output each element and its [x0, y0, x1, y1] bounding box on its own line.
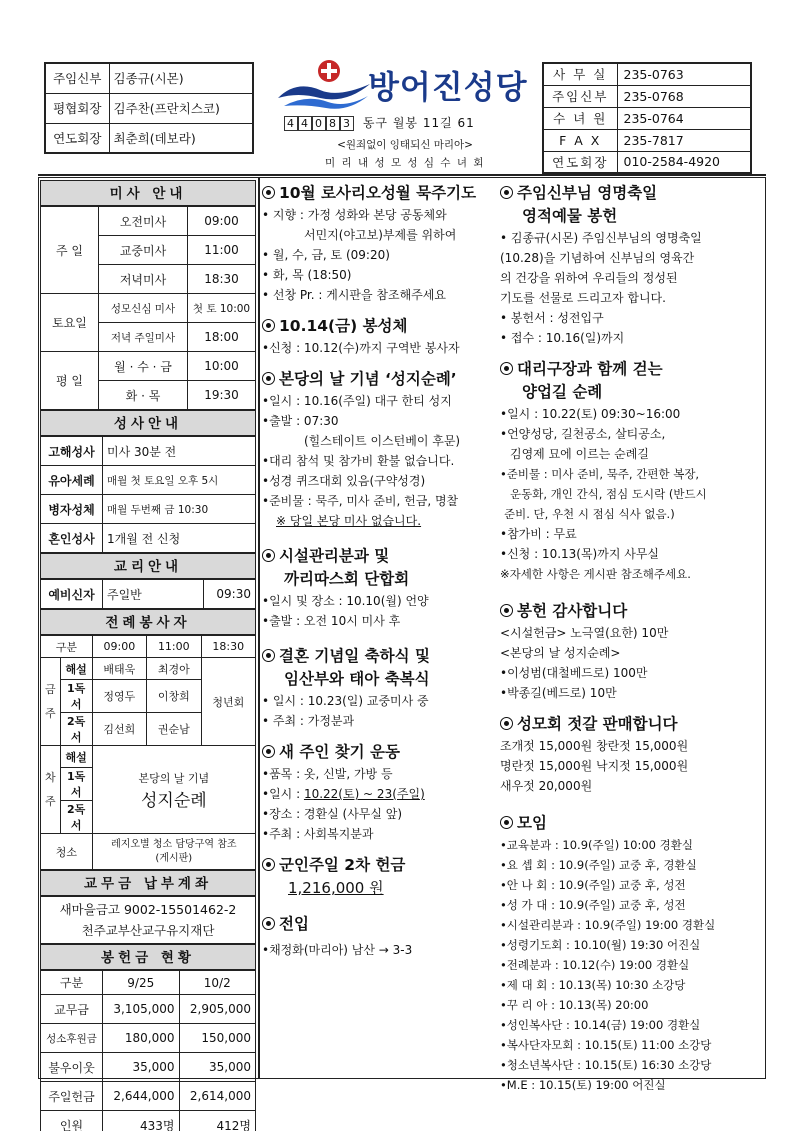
- section-line: •준비물 : 미사 준비, 묵주, 간편한 복장,: [500, 467, 700, 481]
- section-line: 운동화, 개인 간식, 점심 도시락 (반드시: [510, 487, 707, 501]
- sacrament-name: 유아세례: [41, 466, 103, 495]
- section-line: •출발 : 07:30: [262, 414, 339, 428]
- contact-phone: 235-0763: [617, 63, 751, 85]
- mass-name: 교중미사: [99, 236, 188, 265]
- mass-time: 09:00: [188, 207, 256, 236]
- offering-value: 35,000: [179, 1053, 256, 1082]
- offering-item: 불우이웃: [41, 1053, 103, 1082]
- section-line: 준비. 단, 우천 시 점심 식사 없음.): [504, 507, 675, 521]
- section-rosary: [262, 182, 496, 305]
- section-jeotgal-sale: [500, 713, 762, 796]
- section-thanks: [500, 600, 762, 703]
- section-line: <시설헌금> 노극열(요한) 10만: [500, 626, 669, 640]
- zip-digit: 4: [284, 116, 298, 131]
- divider: [38, 174, 766, 176]
- meeting-item: •M.E : 10.15(토) 19:00 어진실: [500, 1078, 666, 1092]
- mass-name: 성모신심 미사: [99, 294, 188, 323]
- officers-table: [44, 62, 254, 154]
- section-line: •참가비 : 무료: [500, 527, 577, 541]
- liturgy-table: [40, 635, 256, 870]
- section-line: • 지향 : 가정 성화와 본당 공동체와: [262, 208, 447, 222]
- week-label: 주: [45, 706, 56, 720]
- meeting-item: •시설관리분과 : 10.9(주일) 19:00 경환실: [500, 918, 716, 932]
- section-feast: [500, 182, 762, 348]
- section-line: 서민지(야고보)부제를 위하여: [304, 228, 457, 242]
- liturgy-col: 11:00: [147, 636, 201, 658]
- offering-col: 10/2: [179, 971, 256, 995]
- meeting-item: •청소년복사단 : 10.15(토) 16:30 소강당: [500, 1058, 712, 1072]
- section-line: •박종길(베드로) 10만: [500, 686, 617, 700]
- meeting-item: •요 셉 회 : 10.9(주일) 교중 후, 경환실: [500, 858, 697, 872]
- mass-name: 월 · 수 · 금: [99, 352, 188, 381]
- left-column: [40, 180, 256, 1131]
- sacrament-time: 1개월 전 신청: [103, 524, 256, 553]
- section-military: [262, 854, 496, 899]
- section-line: <본당의 날 성지순례>: [500, 646, 621, 660]
- section-line: 기도를 선물로 드리고자 합니다.: [500, 291, 666, 305]
- mass-table: [40, 206, 256, 410]
- meeting-item: •성령기도회 : 10.10(월) 19:30 어진실: [500, 938, 701, 952]
- section-title: 새 주인 찾기 운동: [279, 743, 401, 761]
- officer-role: 평협회장: [45, 93, 109, 123]
- meeting-item: •성인복사단 : 10.14(금) 19:00 경환실: [500, 1018, 701, 1032]
- mass-time: 19:30: [188, 381, 256, 410]
- contact-phone: 235-7817: [617, 129, 751, 151]
- offering-value: 2,644,000: [103, 1082, 180, 1111]
- section-anniversary: [262, 645, 496, 731]
- liturgy-person: 김선희: [92, 713, 146, 746]
- section-line: •장소 : 경환실 (사무실 앞): [262, 807, 403, 821]
- street-address: 동구 월봉 11길 61: [362, 116, 475, 130]
- liturgy-col: 구분: [41, 636, 93, 658]
- contact-label: 주임신부: [543, 85, 617, 107]
- mass-name: 오전미사: [99, 207, 188, 236]
- bullet-icon: [500, 816, 513, 829]
- section-line: ※자세한 사항은 게시판 참조해주세요.: [500, 567, 691, 581]
- liturgy-role: 1독서: [60, 768, 92, 801]
- section-communion: [262, 315, 496, 358]
- bullet-icon: [262, 186, 275, 199]
- offering-value: 3,105,000: [103, 995, 180, 1024]
- section-line: • 김종규(시몬) 주임신부님의 영명축일: [500, 231, 702, 245]
- saturday-label: 토요일: [41, 294, 99, 352]
- meeting-item: •성 가 대 : 10.9(주일) 교중 후, 성전: [500, 898, 686, 912]
- meeting-item: •교육분과 : 10.9(주일) 10:00 경환실: [500, 838, 693, 852]
- section-line: •일시 : 10.22(토) 09:30~16:00: [500, 407, 681, 421]
- offering-header: 봉헌금 현황: [40, 944, 256, 970]
- mass-time: 18:00: [188, 323, 256, 352]
- meeting-item: •복사단자모회 : 10.15(토) 11:00 소강당: [500, 1038, 712, 1052]
- officer-name: 최춘희(데보라): [109, 123, 253, 153]
- liturgy-col: 09:00: [92, 636, 146, 658]
- doctrine-time: 09:30: [204, 580, 256, 609]
- bullet-icon: [262, 858, 275, 871]
- section-line: •대리 참석 및 참가비 환불 없습니다.: [262, 454, 455, 468]
- liturgy-header: 전례봉사자: [40, 609, 256, 635]
- account-header: 교무금 납부계좌: [40, 870, 256, 896]
- liturgy-person: 최경아: [147, 658, 201, 680]
- offering-value: 150,000: [179, 1024, 256, 1053]
- cleaning-label: 청소: [41, 834, 93, 870]
- doctrine-class: 주일반: [103, 580, 204, 609]
- meeting-item: •전례분과 : 10.12(수) 19:00 경환실: [500, 958, 690, 972]
- sacrament-name: 혼인성사: [41, 524, 103, 553]
- section-title: 봉헌 감사합니다: [517, 602, 628, 620]
- liturgy-col: 18:30: [201, 636, 255, 658]
- bullet-icon: [500, 186, 513, 199]
- section-line: (힐스테이트 이스턴베이 후문): [304, 434, 461, 448]
- account-number: 새마을금고 9002-15501462-2: [59, 902, 237, 917]
- weekday-label: 평 일: [41, 352, 99, 410]
- section-title: 전입: [279, 915, 309, 933]
- officer-name: 김주찬(프란치스코): [109, 93, 253, 123]
- section-title: 임산부와 태아 축복식: [284, 670, 430, 688]
- meeting-item: •꾸 리 아 : 10.13(목) 20:00: [500, 998, 649, 1012]
- section-line: •주최 : 사회복지분과: [262, 827, 374, 841]
- bullet-icon: [262, 319, 275, 332]
- sacrament-time: 매월 첫 토요일 오후 5시: [103, 466, 256, 495]
- sunday-label: 주 일: [41, 207, 99, 294]
- meeting-item: •제 대 회 : 10.13(목) 10:30 소강당: [500, 978, 686, 992]
- offering-value: 2,905,000: [179, 995, 256, 1024]
- officer-name: 김종규(시몬): [109, 63, 253, 93]
- next-week-event: 성지순례: [140, 790, 207, 811]
- section-line: •일시 :: [262, 787, 304, 801]
- sacrament-time: 미사 30분 전: [103, 437, 256, 466]
- contact-label: 수 녀 원: [543, 107, 617, 129]
- section-line: • 화, 목 (18:50): [262, 268, 352, 282]
- liturgy-person: 이창희: [147, 680, 201, 713]
- liturgy-evening: 청년회: [201, 658, 255, 746]
- offering-value: 433명: [103, 1111, 180, 1131]
- cleaning-text: (게시판): [155, 852, 193, 864]
- offering-value: 412명: [179, 1111, 256, 1131]
- section-title: 영적예물 봉헌: [522, 207, 618, 225]
- section-line: 김영제 묘에 이르는 순례길: [510, 447, 649, 461]
- right-column: [500, 182, 762, 1105]
- section-title: 10월 로사리오성월 묵주기도: [279, 184, 477, 202]
- liturgy-person: 권순남: [147, 713, 201, 746]
- section-line: •채정화(마리아) 남산 → 3-3: [262, 943, 413, 957]
- section-line: • 월, 수, 금, 토 (09:20): [262, 248, 390, 262]
- section-title: 시설관리분과 및: [279, 547, 390, 565]
- mass-header: 미사 안내: [40, 180, 256, 206]
- section-line: (10.28)을 기념하여 신부님의 영육간: [500, 251, 695, 265]
- section-line: •준비물 : 묵주, 미사 준비, 헌금, 명찰: [262, 494, 459, 508]
- week-label: 주: [45, 794, 56, 808]
- doctrine-name: 예비신자: [41, 580, 103, 609]
- offering-value: 2,614,000: [179, 1082, 256, 1111]
- section-line: •성경 퀴즈대회 있음(구약성경): [262, 474, 426, 488]
- section-title: 까리따스회 단합회: [284, 570, 410, 588]
- section-line: 명란젓 15,000원 낙지젓 15,000원: [500, 759, 689, 773]
- section-line: ※ 당일 본당 미사 없습니다.: [276, 514, 422, 528]
- contact-label: 사 무 실: [543, 63, 617, 85]
- section-title: 주임신부님 영명축일: [517, 184, 658, 202]
- motto-patron: <원죄없이 잉태되신 마리아>: [337, 139, 473, 151]
- section-line: • 접수 : 10.16(일)까지: [500, 331, 625, 345]
- contact-phone: 235-0764: [617, 107, 751, 129]
- offering-item: 주일헌금: [41, 1082, 103, 1111]
- section-line-date: 10.22(토) ~ 23(주일): [303, 787, 425, 801]
- section-new-owner: [262, 741, 496, 844]
- liturgy-person: 정영두: [92, 680, 146, 713]
- offering-item: 인원: [41, 1111, 103, 1131]
- sacrament-header: 성사안내: [40, 410, 256, 436]
- bullet-icon: [500, 362, 513, 375]
- doctrine-table: [40, 579, 256, 609]
- section-line: •신청 : 10.13(목)까지 사무실: [500, 547, 660, 561]
- bullet-icon: [500, 717, 513, 730]
- next-week-note: 본당의 날 기념: [138, 771, 210, 785]
- mass-name: 저녁 주일미사: [99, 323, 188, 352]
- section-line: •언양성당, 길천공소, 살티공소,: [500, 427, 666, 441]
- section-line: • 선창 Pr. : 게시판을 참조해주세요: [262, 288, 446, 302]
- section-title: 군인주일 2차 헌금: [279, 856, 406, 874]
- church-address: [284, 114, 475, 131]
- mass-time: 18:30: [188, 265, 256, 294]
- middle-column: [262, 182, 496, 970]
- church-logo: [276, 60, 528, 108]
- officer-role: 연도회장: [45, 123, 109, 153]
- section-line: 의 건강을 위하여 우리들의 정성된: [500, 271, 678, 285]
- meeting-item: •안 나 회 : 10.9(주일) 교중 후, 성전: [500, 878, 686, 892]
- section-transfer: [262, 913, 496, 960]
- section-line: • 일시 : 10.23(일) 교중미사 중: [262, 694, 429, 708]
- liturgy-role: 2독서: [60, 801, 92, 834]
- liturgy-person: 배태욱: [92, 658, 146, 680]
- section-line: 새우젓 20,000원: [500, 779, 593, 793]
- liturgy-role: 해설: [60, 746, 92, 768]
- section-facility: [262, 545, 496, 631]
- section-title: 양업길 순례: [522, 383, 603, 401]
- sacrament-time: 매월 두번째 금 10:30: [103, 495, 256, 524]
- contact-phone: 235-0768: [617, 85, 751, 107]
- liturgy-role: 해설: [60, 658, 92, 680]
- section-pilgrimage: [262, 368, 496, 531]
- offering-table: [40, 970, 256, 1131]
- officer-role: 주임신부: [45, 63, 109, 93]
- offering-value: 35,000: [103, 1053, 180, 1082]
- section-title: 모임: [517, 814, 547, 832]
- account-box: [40, 896, 256, 944]
- account-holder: 천주교부산교구유지재단: [81, 923, 215, 938]
- section-line: •일시 : 10.16(주일) 대구 한티 성지: [262, 394, 452, 408]
- contact-phone: 010-2584-4920: [617, 151, 751, 173]
- contact-label: 연도회장: [543, 151, 617, 173]
- church-name: 방어진성당: [368, 68, 528, 106]
- liturgy-role: 1독서: [60, 680, 92, 713]
- week-label: 금: [45, 682, 56, 696]
- liturgy-role: 2독서: [60, 713, 92, 746]
- mass-name: 저녁미사: [99, 265, 188, 294]
- mass-time: 첫 토 10:00: [188, 294, 256, 323]
- bullet-icon: [500, 604, 513, 617]
- sacrament-table: [40, 436, 256, 553]
- cleaning-text: 레지오별 청소 담당구역 참조: [111, 838, 237, 850]
- mass-time: 10:00: [188, 352, 256, 381]
- mass-time: 11:00: [188, 236, 256, 265]
- section-line: •신청 : 10.12(수)까지 구역반 봉사자: [262, 341, 460, 355]
- offering-col: 구분: [41, 971, 103, 995]
- sacrament-name: 고해성사: [41, 437, 103, 466]
- section-line: •일시 및 장소 : 10.10(월) 언양: [262, 594, 429, 608]
- bullet-icon: [262, 745, 275, 758]
- section-line: •출발 : 오전 10시 미사 후: [262, 614, 401, 628]
- offering-item: 성소후원금: [41, 1024, 103, 1053]
- section-line: •이성범(대철베드로) 100만: [500, 666, 648, 680]
- mass-name: 화 · 목: [99, 381, 188, 410]
- bullet-icon: [262, 917, 275, 930]
- section-line: •품목 : 옷, 신발, 가방 등: [262, 767, 393, 781]
- contacts-table: [542, 62, 752, 174]
- section-title: 성모회 젓갈 판매합니다: [517, 715, 678, 733]
- section-meetings: [500, 812, 762, 1095]
- bullet-icon: [262, 649, 275, 662]
- contact-label: F A X: [543, 129, 617, 151]
- motto-order: 미 리 내 성 모 성 심 수 녀 회: [325, 157, 485, 169]
- sacrament-name: 병자성체: [41, 495, 103, 524]
- offering-col: 9/25: [103, 971, 180, 995]
- offering-amount: 1,216,000 원: [288, 879, 384, 897]
- bullet-icon: [262, 549, 275, 562]
- zip-digit: 8: [326, 116, 340, 131]
- section-title: 10.14(금) 봉성체: [279, 317, 408, 335]
- zip-digit: 4: [298, 116, 312, 131]
- section-line: 조개젓 15,000원 창란젓 15,000원: [500, 739, 689, 753]
- section-title: 결혼 기념일 축하식 및: [279, 647, 430, 665]
- wave-icon: [276, 78, 372, 110]
- column-divider: [258, 177, 260, 1079]
- section-title: 본당의 날 기념 ‘성지순례’: [279, 370, 457, 388]
- week-label: 차: [45, 770, 56, 784]
- zip-digit: 0: [312, 116, 326, 131]
- section-line: • 주최 : 가정분과: [262, 714, 355, 728]
- section-title: 대리구장과 함께 걷는: [517, 360, 663, 378]
- section-yangeop-pilgrimage: [500, 358, 762, 584]
- offering-value: 180,000: [103, 1024, 180, 1053]
- bullet-icon: [262, 372, 275, 385]
- zip-digit: 3: [340, 116, 354, 131]
- doctrine-header: 교리안내: [40, 553, 256, 579]
- section-line: • 봉헌서 : 성전입구: [500, 311, 604, 325]
- offering-item: 교무금: [41, 995, 103, 1024]
